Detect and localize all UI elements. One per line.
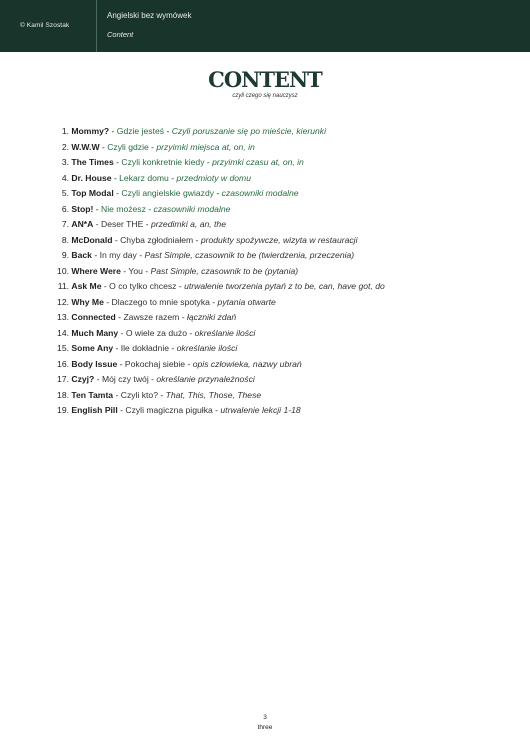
lesson-topic: Czyli poruszanie się po mieście, kierunki	[171, 126, 326, 136]
lesson-topic: Past Simple, czasownik to be (twierdzenia, przeczenia)	[144, 250, 355, 260]
section-name: Content	[107, 30, 134, 39]
toc-item: 12. Why Me - Dlaczego to mnie spotyka - pytania otwarte	[52, 295, 492, 311]
toc-number: 16.	[57, 358, 69, 369]
copyright-text: © Kamil Szostak	[20, 22, 70, 29]
toc-number: 10.	[57, 265, 69, 276]
toc-item: 17. Czyj? - Mój czy twój - określanie przynależności	[52, 372, 492, 388]
header-divider	[96, 0, 97, 52]
toc-item: 4. Dr. House - Lekarz domu - przedmioty w domu	[52, 171, 492, 187]
lesson-description: Czyli angielskie gwiazdy	[121, 188, 215, 198]
toc-item: 3. The Times - Czyli konkretnie kiedy - przyimki czasu at, on, in	[52, 155, 492, 171]
lesson-topic: utrwalenie tworzenia pytań z to be, can, have got, do	[184, 281, 385, 291]
lesson-topic: określanie ilości	[176, 343, 238, 353]
lesson-description: Lekarz domu	[119, 172, 169, 183]
toc-item: 16. Body Issue - Pokochaj siebie - opis człowieka, nazwy ubrań	[52, 357, 492, 373]
toc-number: 8.	[61, 234, 69, 245]
lesson-title: English Pill	[71, 405, 118, 415]
toc-item: 2. W.W.W - Czyli gdzie - przyimki miejsca at, on, in	[52, 140, 492, 156]
lesson-topic: łączniki zdań	[186, 312, 237, 322]
lesson-topic: Past Simple, czasownik to be (pytania)	[150, 265, 299, 276]
toc-number: 1.	[61, 126, 69, 136]
toc-number: 15.	[57, 343, 69, 353]
toc-item: 7. AN*A - Deser THE - przedimki a, an, the	[52, 217, 492, 233]
table-of-contents	[52, 124, 492, 419]
lesson-title: Ten Tamta	[71, 389, 114, 400]
lesson-topic: przedmioty w domu	[176, 172, 251, 183]
lesson-title: Top Modal	[71, 188, 114, 198]
lesson-description: Chyba zgłodniałem	[120, 234, 194, 245]
toc-item: 1. Mommy? - Gdzie jesteś - Czyli poruszanie się po mieście, kierunki	[52, 124, 492, 140]
toc-item: 14. Much Many - O wiele za dużo - określanie ilości	[52, 326, 492, 342]
lesson-title: W.W.W	[71, 141, 100, 152]
lesson-topic: utrwalenie lekcji 1-18	[220, 405, 301, 415]
toc-number: 18.	[57, 389, 69, 400]
lesson-topic: produkty spożywcze, wizyta w restauracji	[200, 234, 358, 245]
lesson-topic: opis człowieka, nazwy ubrań	[192, 358, 302, 369]
lesson-topic: przyimki miejsca at, on, in	[156, 141, 255, 152]
lesson-topic: That, This, Those, These	[165, 389, 262, 400]
lesson-title: The Times	[71, 157, 114, 167]
toc-item: 18. Ten Tamta - Czyli kto? - That, This, Those, These	[52, 388, 492, 404]
lesson-topic: czasowniki modalne	[221, 188, 299, 198]
toc-number: 17.	[57, 374, 69, 384]
lesson-topic: określanie przynależności	[156, 374, 255, 384]
lesson-description: In my day	[99, 250, 137, 260]
toc-item: 10. Where Were - You - Past Simple, czasownik to be (pytania)	[52, 264, 492, 280]
page-title: CONTENT	[208, 67, 322, 92]
toc-item: 13. Connected - Zawsze razem - łączniki zdań	[52, 310, 492, 326]
toc-item: 9. Back - In my day - Past Simple, czasownik to be (twierdzenia, przeczenia)	[52, 248, 492, 264]
lesson-topic: przedimki a, an, the	[150, 219, 226, 229]
toc-item: 11. Ask Me - O co tylko chcesz - utrwalenie tworzenia pytań z to be, can, have got, do	[52, 279, 492, 295]
toc-number: 5.	[61, 188, 69, 198]
lesson-description: Pokochaj siebie	[124, 358, 186, 369]
lesson-description: Czyli konkretnie kiedy	[121, 157, 205, 167]
header-bar	[0, 0, 530, 52]
lesson-description: Czyli gdzie	[107, 141, 149, 152]
lesson-description: O co tylko chcesz	[109, 281, 177, 291]
lesson-title: Back	[71, 250, 92, 260]
lesson-topic: pytania otwarte	[217, 296, 276, 307]
page-subtitle: czyli czego się nauczysz	[232, 93, 298, 99]
toc-number: 6.	[61, 203, 69, 214]
toc-item: 19. English Pill - Czyli magiczna pigułka - utrwalenie lekcji 1-18	[52, 403, 492, 419]
lesson-title: McDonald	[71, 234, 113, 245]
lesson-description: Czyli magiczna pigułka	[125, 405, 213, 415]
lesson-title: Mommy?	[71, 126, 110, 136]
toc-number: 7.	[61, 219, 69, 229]
lesson-title: Body Issue	[71, 358, 118, 369]
lesson-title: Why Me	[71, 296, 104, 307]
lesson-description: Ile dokładnie	[120, 343, 170, 353]
lesson-description: Dlaczego to mnie spotyka	[111, 296, 210, 307]
lesson-description: You	[128, 265, 143, 276]
toc-item: 5. Top Modal - Czyli angielskie gwiazdy - czasowniki modalne	[52, 186, 492, 202]
toc-number: 3.	[61, 157, 69, 167]
page-number-word: three	[257, 724, 273, 731]
lesson-title: Much Many	[71, 327, 119, 338]
page-number: 3	[263, 714, 267, 721]
lesson-title: Czyj?	[71, 374, 95, 384]
lesson-description: Deser THE	[101, 219, 144, 229]
toc-item: 6. Stop! - Nie możesz - czasowniki modalne	[52, 202, 492, 218]
lesson-description: Nie możesz	[101, 203, 146, 214]
toc-number: 9.	[61, 250, 69, 260]
lesson-title: Some Any	[71, 343, 114, 353]
lesson-description: Czyli kto?	[120, 389, 158, 400]
lesson-topic: przyimki czasu at, on, in	[212, 157, 304, 167]
lesson-description: Zawsze razem	[123, 312, 180, 322]
lesson-description: O wiele za dużo	[125, 327, 187, 338]
book-title: Angielski bez wymówek	[107, 11, 192, 20]
lesson-description: Mój czy twój	[101, 374, 149, 384]
lesson-description: Gdzie jesteś	[116, 126, 165, 136]
lesson-title: Dr. House	[71, 172, 112, 183]
lesson-title: Ask Me	[71, 281, 102, 291]
lesson-title: AN*A	[71, 219, 94, 229]
lesson-title: Stop!	[71, 203, 94, 214]
toc-number: 13.	[57, 312, 69, 322]
lesson-topic: określanie ilości	[194, 327, 256, 338]
lesson-title: Connected	[71, 312, 116, 322]
toc-number: 19.	[57, 405, 69, 415]
toc-item: 8. McDonald - Chyba zgłodniałem - produkty spożywcze, wizyta w restauracji	[52, 233, 492, 249]
toc-number: 11.	[57, 281, 69, 291]
lesson-topic: czasowniki modalne	[153, 203, 231, 214]
lesson-title: Where Were	[71, 265, 121, 276]
toc-number: 12.	[57, 296, 69, 307]
toc-number: 2.	[61, 141, 69, 152]
toc-item: 15. Some Any - Ile dokładnie - określanie ilości	[52, 341, 492, 357]
toc-number: 4.	[61, 172, 69, 183]
toc-number: 14.	[57, 327, 69, 338]
